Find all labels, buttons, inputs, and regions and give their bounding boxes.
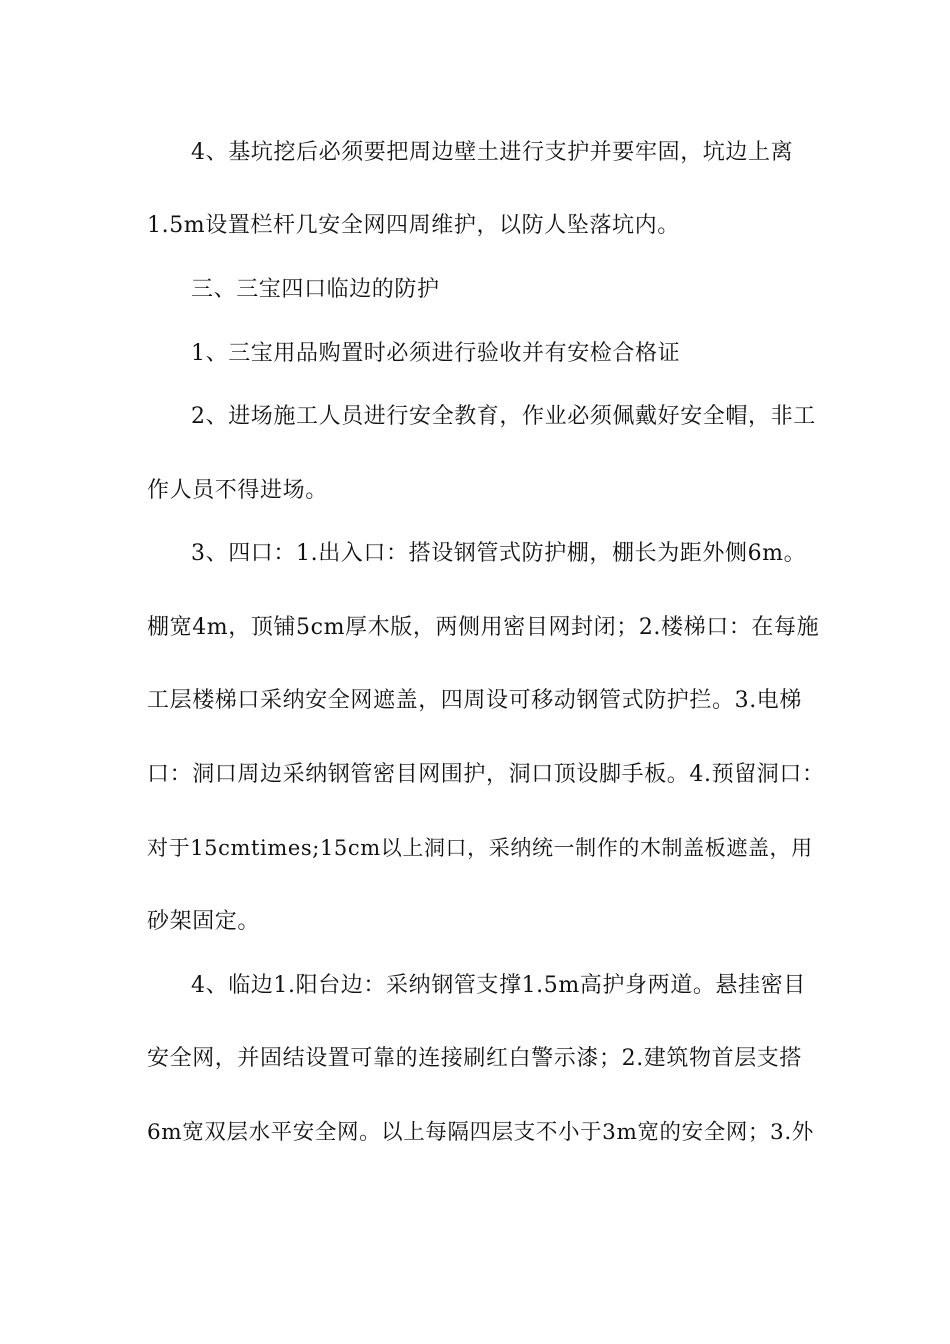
section-heading: 三、三宝四口临边的防护: [191, 277, 440, 302]
paragraph-line: 4、基坑挖后必须要把周边壁土进行支护并要牢固，坑边上离: [191, 140, 794, 165]
paragraph-line: 1.5m设置栏杆几安全网四周维护，以防人坠落坑内。: [147, 213, 680, 238]
paragraph-line: 1、三宝用品购置时必须进行验收并有安检合格证: [191, 341, 681, 366]
paragraph-line: 安全网，并固结设置可靠的连接刷红白警示漆；2.建筑物首层支搭: [147, 1046, 802, 1071]
paragraph-line: 口：洞口周边采纳钢管密目网围护，洞口顶设脚手板。4.预留洞口：: [147, 762, 825, 787]
paragraph-line: 3、四口：1.出入口：搭设钢管式防护棚，棚长为距外侧6m。: [191, 541, 807, 566]
paragraph-line: 棚宽4m，顶铺5cm厚木版，两侧用密目网封闭；2.楼梯口：在每施: [147, 615, 820, 640]
paragraph-line: 作人员不得进场。: [147, 478, 328, 503]
paragraph-line: 工层楼梯口采纳安全网遮盖，四周设可移动钢管式防护拦。3.电梯: [147, 688, 802, 713]
paragraph-line: 砂架固定。: [147, 909, 261, 934]
paragraph-line: 2、进场施工人员进行安全教育，作业必须佩戴好安全帽，非工: [191, 404, 816, 429]
paragraph-line: 对于15cmtimes;15cm以上洞口，采纳统一制作的木制盖板遮盖，用: [147, 836, 813, 860]
paragraph-line: 6m宽双层水平安全网。以上每隔四层支不小于3m宽的安全网；3.外: [147, 1120, 814, 1145]
paragraph-line: 4、临边1.阳台边：采纳钢管支撑1.5m高护身两道。悬挂密目: [191, 973, 806, 998]
